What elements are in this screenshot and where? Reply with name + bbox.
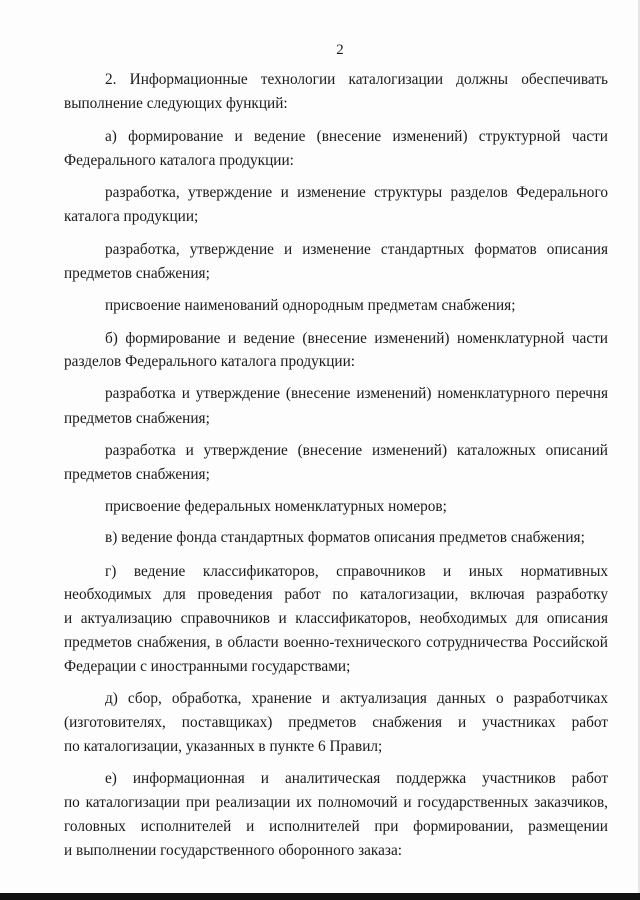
paragraph-line: предметов снабжения; <box>64 265 210 282</box>
paragraph-line: Федерального каталога продукции: <box>64 152 294 169</box>
paragraph-line: и выполнении государственного оборонного заказа: <box>64 842 403 859</box>
paragraph-line: е) информационная и аналитическая поддержка участников работ <box>105 770 608 787</box>
paragraph-line: по каталогизации, указанных в пункте 6 Правил; <box>64 738 383 755</box>
paragraph-line: каталога продукции; <box>64 208 199 225</box>
paragraph-line: разработка, утверждение и изменение стандартных форматов описания <box>105 241 608 258</box>
paragraph-line: необходимых для проведения работ по каталогизации, включая разработку <box>64 586 608 603</box>
paragraph-line: предметов снабжения; <box>64 410 210 427</box>
page-number: 2 <box>336 42 344 58</box>
paragraph-line: выполнение следующих функций: <box>64 95 288 112</box>
paragraph-line: Федерации с иностранными государствами; <box>64 658 351 675</box>
paragraph-line: присвоение федеральных номенклатурных номеров; <box>105 498 447 515</box>
paragraph-line: по каталогизации при реализации их полномочий и государственных заказчиков, <box>64 794 608 811</box>
paragraph-line: разработка, утверждение и изменение структуры разделов Федерального <box>105 184 608 201</box>
paragraph-line: а) формирование и ведение (внесение изменений) структурной части <box>105 128 608 145</box>
paragraph-line: г) ведение классификаторов, справочников и иных нормативных <box>105 563 608 580</box>
paragraph-line: предметов снабжения, в области военно-технического сотрудничества Российской <box>64 634 608 651</box>
paragraph-line: (изготовителях, поставщиках) предметов снабжения и участниках работ <box>64 714 608 731</box>
paragraph-line: разделов Федерального каталога продукции: <box>64 353 356 370</box>
scan-bottom-border <box>0 893 640 900</box>
paragraph-line: и актуализацию справочников и классификаторов, необходимых для описания <box>64 610 608 627</box>
paragraph-line: 2. Информационные технологии каталогизации должны обеспечивать <box>105 71 608 88</box>
paragraph-line: д) сбор, обработка, хранение и актуализация данных о разработчиках <box>105 690 608 707</box>
paragraph-line: присвоение наименований однородным предметам снабжения; <box>105 297 516 314</box>
paragraph-line: в) ведение фонда стандартных форматов описания предметов снабжения; <box>105 529 585 546</box>
paragraph-line: предметов снабжения; <box>64 466 210 483</box>
paragraph-line: разработка и утверждение (внесение изменений) каталожных описаний <box>105 442 608 459</box>
paragraph-line: разработка и утверждение (внесение изменений) номенклатурного перечня <box>105 385 608 402</box>
paragraph-line: головных исполнителей и исполнителей при формировании, размещении <box>64 818 608 835</box>
paragraph-line: б) формирование и ведение (внесение изменений) номенклатурной части <box>105 330 608 347</box>
